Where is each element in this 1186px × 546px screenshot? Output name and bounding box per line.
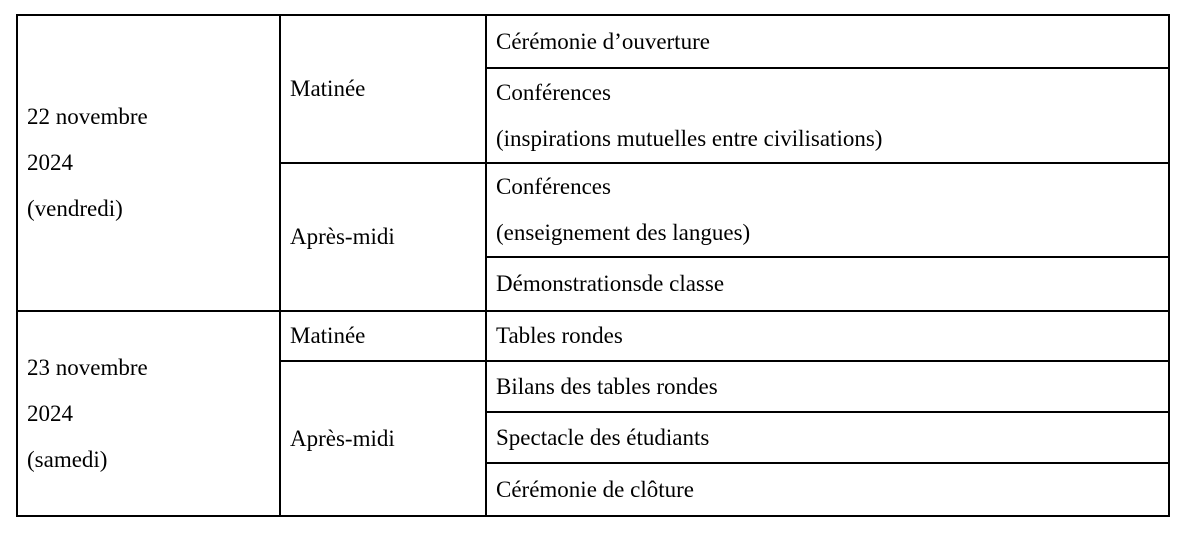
period-label: Après-midi bbox=[290, 425, 395, 451]
event-line: Démonstrationsde classe bbox=[496, 271, 725, 296]
event-line: (enseignement des langues) bbox=[496, 220, 751, 245]
event-line: Cérémonie d’ouverture bbox=[496, 28, 710, 54]
event-cell-opening-ceremony bbox=[486, 15, 1169, 68]
period-cell-day1-afternoon bbox=[280, 163, 486, 311]
date-line: 23 novembre bbox=[27, 354, 148, 380]
event-line: (inspirations mutuelles entre civilisations) bbox=[496, 125, 883, 151]
event-cell-demonstrations bbox=[486, 257, 1169, 311]
event-cell-bilans bbox=[486, 361, 1169, 412]
event-line: Bilans des tables rondes bbox=[496, 373, 718, 399]
event-line: Spectacle des étudiants bbox=[496, 424, 710, 450]
date-line: 22 novembre bbox=[27, 104, 148, 129]
date-line: (vendredi) bbox=[27, 196, 123, 221]
event-line: Tables rondes bbox=[496, 323, 623, 348]
period-label: Après-midi bbox=[290, 224, 395, 249]
event-line: Cérémonie de clôture bbox=[496, 476, 694, 502]
date-cell-day1 bbox=[17, 15, 280, 311]
date-cell-day2 bbox=[17, 311, 280, 516]
event-line: Conférences bbox=[496, 174, 611, 199]
event-line: Conférences bbox=[496, 79, 611, 105]
event-cell-closing-ceremony bbox=[486, 463, 1169, 516]
period-label: Matinée bbox=[290, 76, 366, 101]
event-cell-spectacle bbox=[486, 412, 1169, 463]
table-row bbox=[17, 311, 1169, 361]
date-line: 2024 bbox=[27, 150, 73, 175]
event-cell-tables-rondes bbox=[486, 311, 1169, 361]
period-label: Matinée bbox=[290, 323, 366, 348]
date-line: 2024 bbox=[27, 400, 73, 426]
event-cell-conferences-langues bbox=[486, 163, 1169, 257]
event-cell-conferences-civilisations bbox=[486, 68, 1169, 163]
schedule-table bbox=[16, 14, 1170, 517]
period-cell-day2-morning bbox=[280, 311, 486, 361]
period-cell-day2-afternoon bbox=[280, 361, 486, 516]
date-line: (samedi) bbox=[27, 446, 108, 472]
period-cell-day1-morning bbox=[280, 15, 486, 163]
table-row bbox=[17, 15, 1169, 68]
